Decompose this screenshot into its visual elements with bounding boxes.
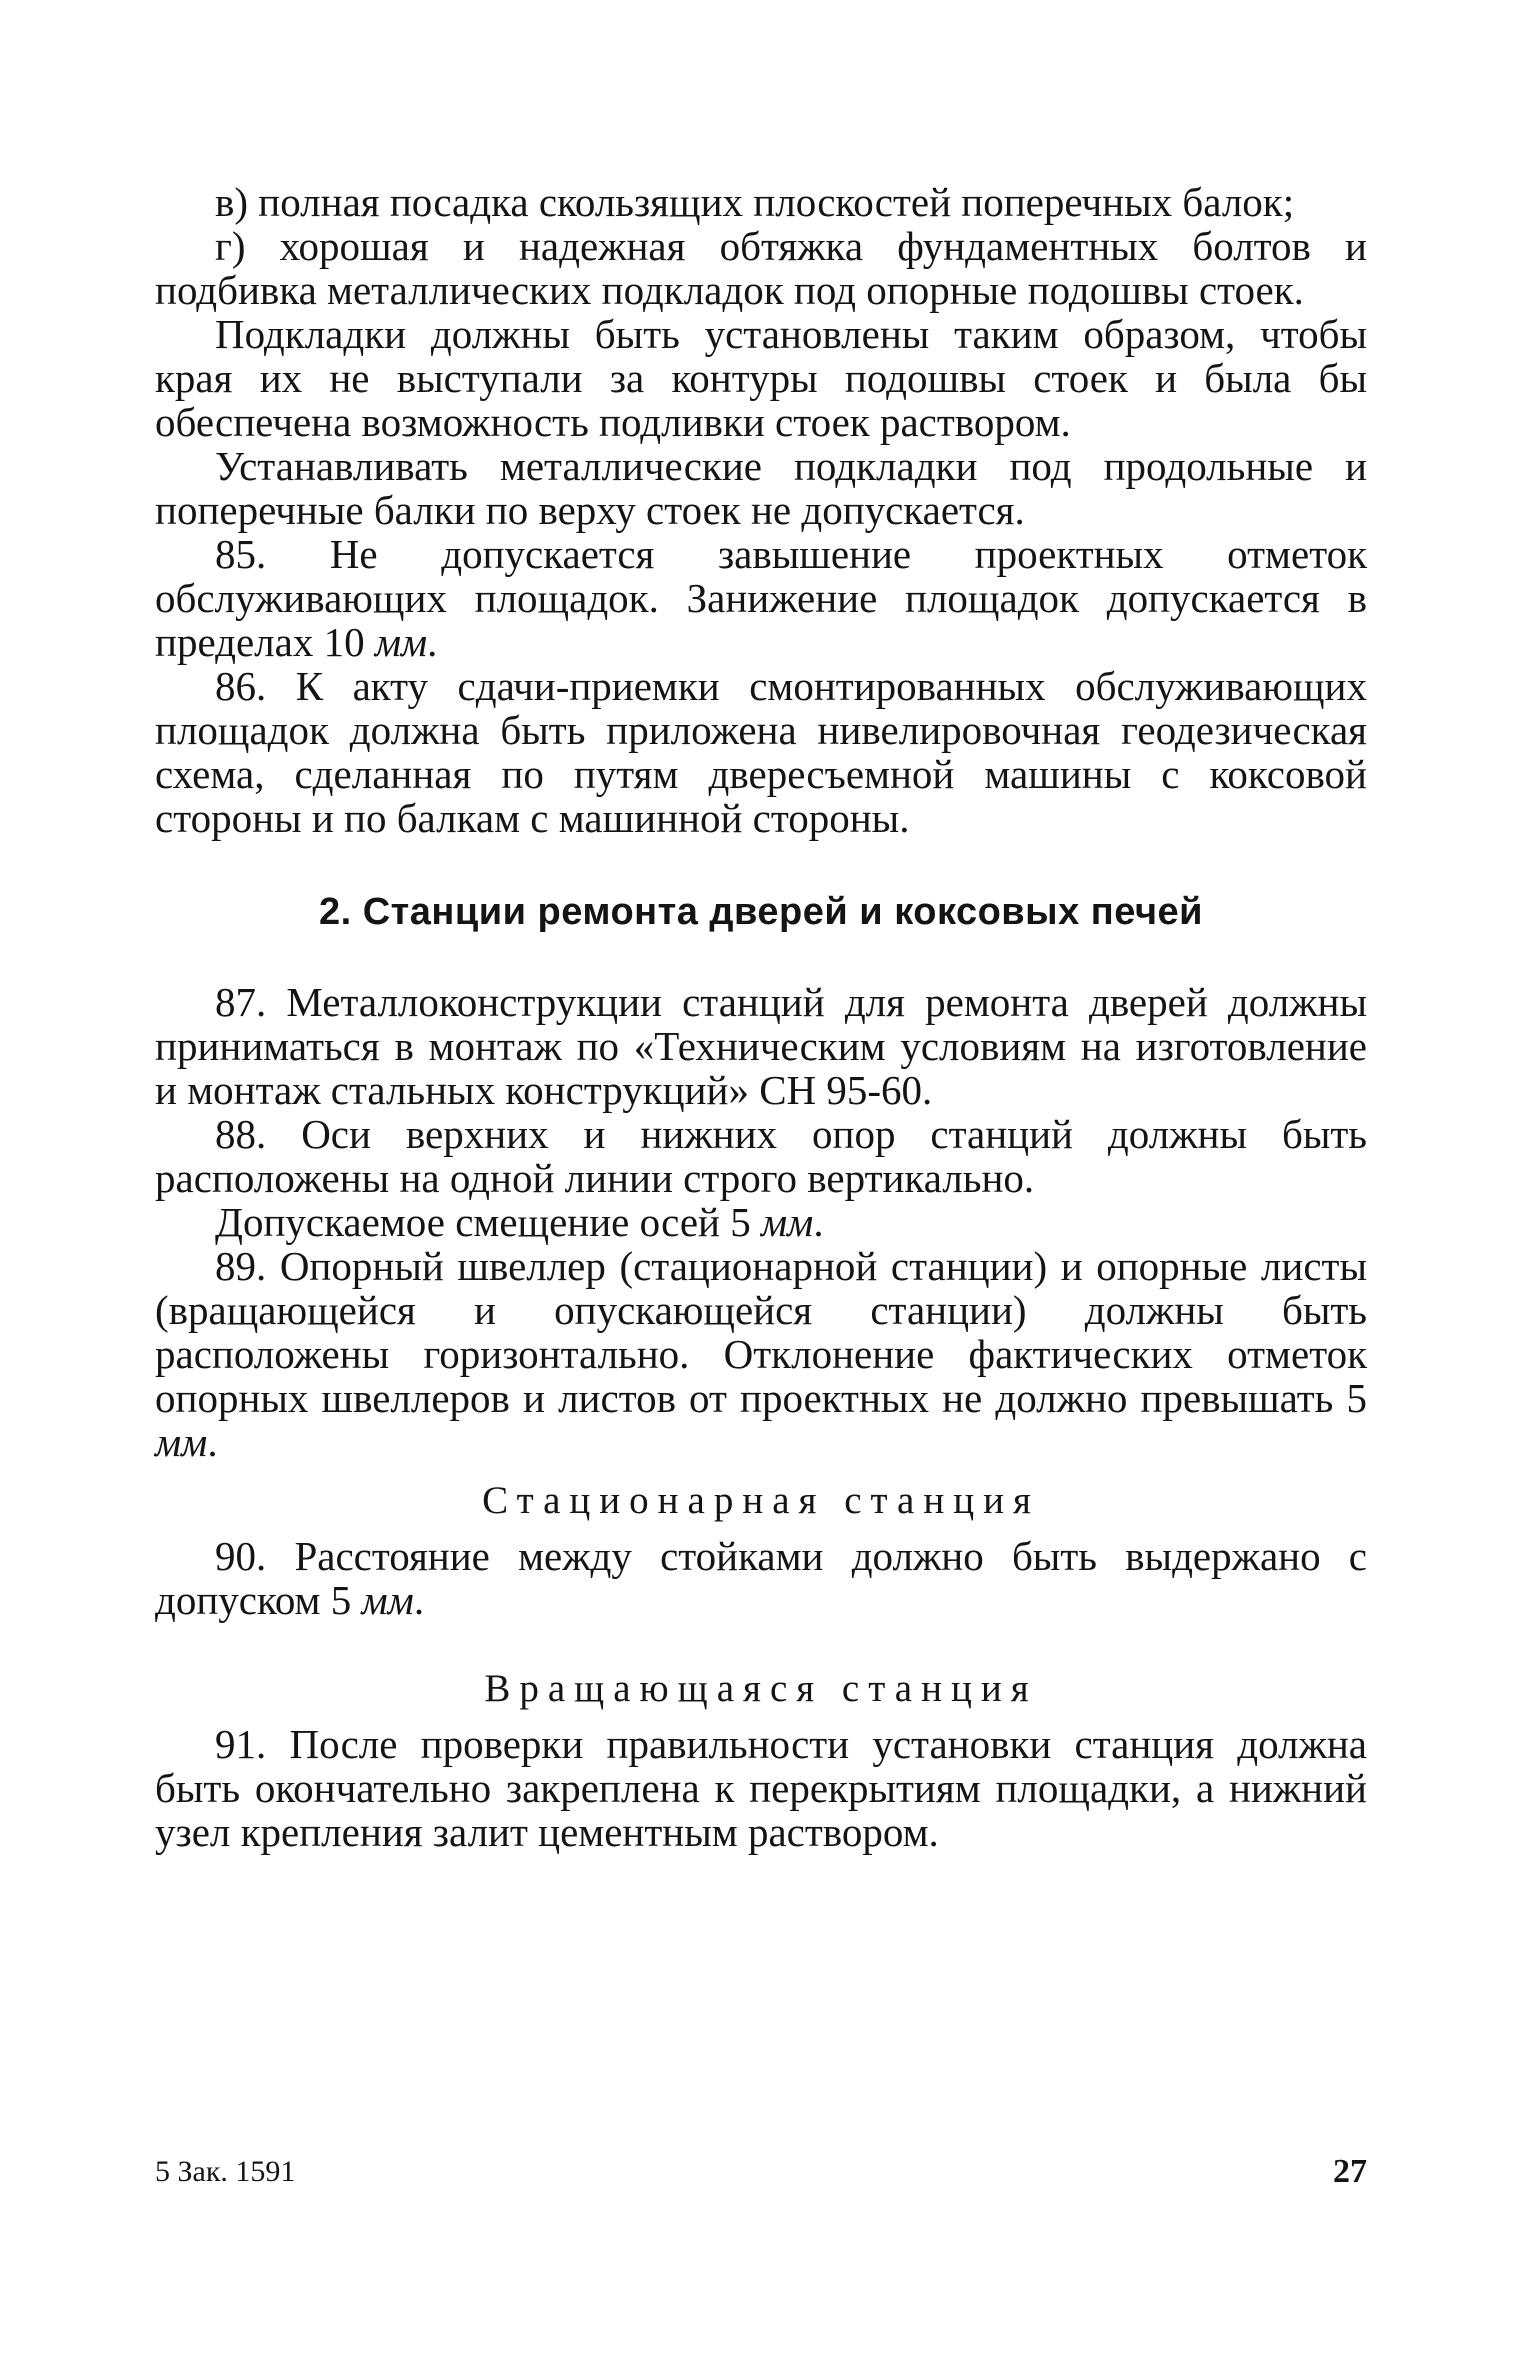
paragraph-item-v: в) полная посадка скользящих плоскостей поперечных балок; xyxy=(215,179,1295,225)
paragraph-90: 90. Расстояние между стойками должно быть выдержано с допуском 5 мм. xyxy=(155,1533,1367,1623)
paragraph-88: 88. Оси верхних и нижних опор станций должны быть расположены на одной линии строго вертикально. xyxy=(155,1111,1367,1201)
paragraph-item-g: г) хорошая и надежная обтяжка фундаментных болтов и подбивка металлических подкладок под опорные подошвы стоек. xyxy=(155,223,1367,313)
subsection-rotating: Вращающаяся станция xyxy=(484,1667,1038,1710)
paragraph-89: 89. Опорный швеллер (стационарной станции) и опорные листы (вращающейся и опускающейся станции) должны быть расположены горизонтально. Отклонение фактических отметок опорных швеллеров и листов от проектных не должно превышать 5 мм. xyxy=(155,1243,1367,1465)
subsection-stationary: Стационарная станция xyxy=(482,1479,1040,1522)
paragraph-tolerance: Допускаемое смещение осей 5 мм. xyxy=(215,1199,824,1245)
paragraph-87: 87. Металлоконструкции станций для ремонта дверей должны приниматься в монтаж по «Техническим условиям на изготовление и монтаж стальных конструкций» СН 95-60. xyxy=(155,979,1367,1113)
paragraph-86: 86. К акту сдачи-приемки смонтированных обслуживающих площадок должна быть приложена нивелировочная геодезическая схема, сделанная по путям двересъемной машины с коксовой стороны и по балкам с машинной стороны. xyxy=(155,663,1367,841)
paragraph-pads: Подкладки должны быть установлены таким образом, чтобы края их не выступали за контуры подошвы стоек и была бы обеспечена возможность подливки стоек раствором. xyxy=(155,311,1367,445)
document-page xyxy=(155,180,1367,1854)
print-signature: 5 Зак. 1591 xyxy=(155,2155,296,2188)
section-title: 2. Станции ремонта дверей и коксовых печей xyxy=(318,891,1204,933)
paragraph-85: 85. Не допускается завышение проектных отметок обслуживающих площадок. Занижение площадок допускается в пределах 10 мм. xyxy=(155,531,1367,665)
paragraph-metal-pads: Устанавливать металлические подкладки под продольные и поперечные балки по верху стоек не допускается. xyxy=(155,443,1367,533)
page-number: 27 xyxy=(1333,2153,1367,2190)
paragraph-91: 91. После проверки правильности установки станция должна быть окончательно закреплена к перекрытиям площадки, а нижний узел крепления залит цементным раствором. xyxy=(155,1721,1367,1855)
